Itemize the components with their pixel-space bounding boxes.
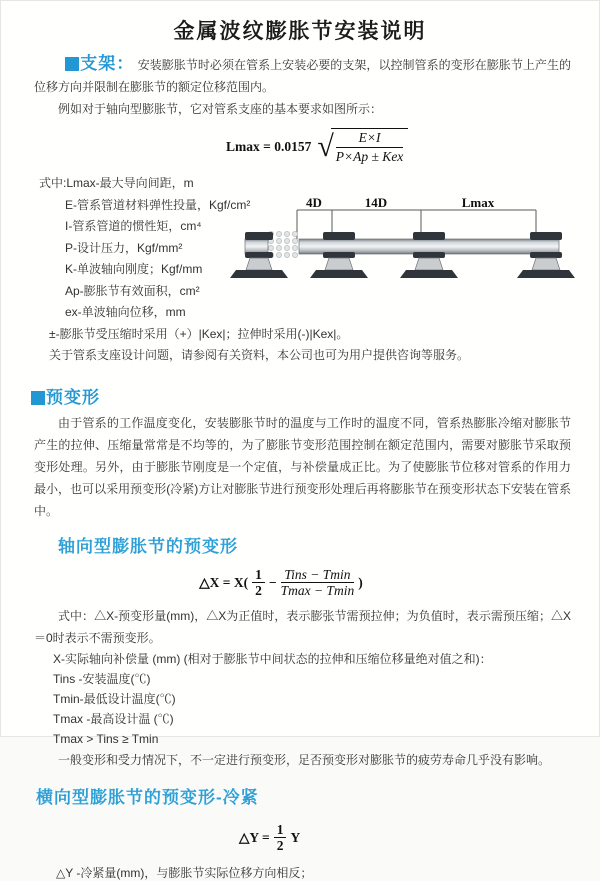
axial-subheading: 轴向型膨胀节的预变形 (58, 536, 238, 556)
preform-paragraph: 由于管系的工作温度变化，安装膨胀节时的温度与工作时的温度不同，管系热膨胀冷缩对膨胀节产生的拉伸、压缩量常常是不均等的，为了膨胀节变形范围控制在额定范围内，需要对膨胀节采取预变形处理。另外，由于膨胀节刚度是一个定值，与补偿量成正比。为了使膨胀节位移对管系的作用力最小，也可以采用预变形(冷紧)方让对膨胀节进行预变形处理后再将膨胀节在预变形状态下安装在管系中。 (34, 415, 571, 518)
lmax-fraction-denominator: P×Ap ± Kex (335, 149, 404, 164)
definition-line: 式中:Lmax-最大导向间距，m (39, 176, 194, 190)
axial-formula-close-paren: ) (358, 574, 363, 590)
dim-label-lmax: Lmax (461, 195, 495, 210)
lmax-formula-fraction (331, 128, 409, 165)
blue-square-marker (31, 391, 45, 405)
fraction-numerator: 1 (252, 567, 265, 584)
lmax-formula (226, 128, 599, 165)
definition-line: Ap-膨胀节有效面积，cm² (65, 283, 200, 298)
lateral-formula (239, 822, 599, 854)
axial-formula (1, 567, 561, 599)
axial-tmax-definition: Tmax -最高设计温 (℃) (53, 711, 174, 726)
axial-explain-line: 式中：△X-预变形量(mm)，△X为正值时，表示膨张节需预拉伸；为负值时，表示需预压缩；△X＝0时表示不需预变形。 (34, 608, 571, 645)
definition-line: P-设计压力，Kgf/mm² (65, 240, 183, 255)
definition-line: K-单波轴向刚度；Kgf/mm (65, 262, 203, 276)
support-intro-text: 安装膨胀节时必须在管系上安装必要的支架，以控制管系的变形在膨胀节上产生的位移方向并限制在膨胀节的额定位移范围内。 (34, 58, 571, 94)
lmax-formula-lhs: Lmax = 0.0157 (226, 138, 312, 154)
fraction-numerator: 1 (274, 822, 287, 839)
definition-line: ex-单波轴向位移，mm (65, 305, 186, 319)
preform-heading-label: 预变形 (46, 387, 100, 407)
definition-line: ±-膨胀节受压缩时采用（+）|Kex|；拉伸时采用(-)|Kex|。 (49, 326, 349, 341)
definition-line: I-管系管道的惯性矩，cm⁴ (65, 219, 202, 233)
lateral-formula-lhs: △Y = (239, 829, 270, 845)
axial-formula-lhs: △X = X( (199, 574, 249, 590)
axial-fatigue-note: 一般变形和受力情况下，不一定进行预变形，足否预变形对膨胀节的疲劳寿命几乎没有影响。 (58, 752, 551, 767)
dim-label-14d: 14D (364, 195, 388, 210)
definition-line: E-管系管道材料弹性投量，Kgf/cm² (65, 197, 251, 212)
fraction-denominator: 2 (276, 838, 284, 854)
axial-tmin-definition: Tmin-最低设计温度(℃) (53, 691, 176, 706)
fraction-denominator: Tmax − Tmin (280, 583, 355, 599)
axial-formula-minus: − (268, 574, 277, 590)
lmax-fraction-numerator: E×I (336, 130, 404, 148)
support-heading-label: 支架： (80, 54, 135, 73)
lateral-formula-rhs: Y (290, 829, 301, 845)
axial-formula-temp-fraction (281, 567, 355, 599)
support-intro-paragraph (34, 53, 571, 98)
lateral-note: △Y -冷紧量(mm)，与膨胀节实际位移方向相反； (56, 865, 313, 880)
support-example-line: 例如对于轴向型膨胀节，它对管系支座的基本要求如图所示： (58, 102, 383, 116)
axial-tins-definition: Tins -安装温度(℃) (53, 671, 151, 686)
dim-label-4d: 4D (306, 195, 322, 210)
axial-x-definition: X-实际轴向补偿量 (mm) (相对于膨胀节中间状态的拉伸和压缩位移量绝对值之和)： (53, 651, 492, 666)
axial-temp-inequality: Tmax > Tins ≥ Tmin (53, 731, 159, 746)
lateral-subheading: 横向型膨胀节的预变形-冷紧 (36, 787, 259, 807)
preform-section-heading (31, 383, 599, 408)
pipe-support-diagram (244, 197, 598, 291)
page-title: 金属波纹膨胀节安装说明 (173, 20, 427, 43)
fraction-denominator: 2 (255, 583, 262, 599)
fraction-numerator: Tins − Tmin (281, 567, 355, 584)
pipe (245, 239, 559, 254)
support-consulting-note: 关于管系支座设计问题，请参阅有关资料，本公司也可为用户提供咨询等服务。 (49, 348, 470, 362)
lateral-formula-half-fraction (274, 822, 287, 854)
axial-formula-half-fraction (252, 567, 265, 599)
blue-square-marker (65, 57, 79, 71)
support-section-heading (65, 54, 134, 73)
sqrt-radical-glyph: √ (317, 129, 334, 163)
